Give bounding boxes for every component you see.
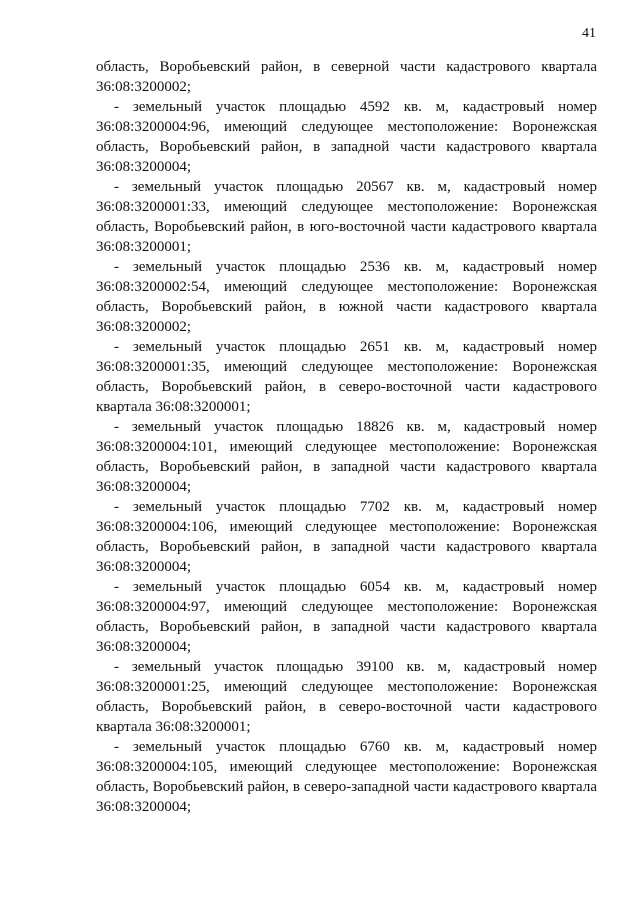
text-line: квартала 36:08:3200001;: [96, 719, 251, 735]
text-line: 36:08:3200002:54, имеющий следующее местоположение: Воронежская: [96, 279, 597, 295]
text-line: 36:08:3200004:105, имеющий следующее местоположение: Воронежская: [96, 759, 597, 775]
text-line: 36:08:3200004:97, имеющий следующее местоположение: Воронежская: [96, 599, 597, 615]
document-body: [96, 57, 597, 817]
text-line: область, Воробьевский район, в северо-восточной части кадастрового: [96, 379, 597, 395]
list-item-start-line: - земельный участок площадью 6760 кв. м, кадастровый номер: [114, 739, 597, 755]
text-line: 36:08:3200004;: [96, 159, 192, 175]
text-line: 36:08:3200001:35, имеющий следующее местоположение: Воронежская: [96, 359, 597, 375]
list-item-start-line: - земельный участок площадью 39100 кв. м, кадастровый номер: [114, 659, 597, 675]
page-number: 41: [582, 26, 596, 41]
text-line: 36:08:3200001;: [96, 239, 192, 255]
list-item-start-line: - земельный участок площадью 4592 кв. м, кадастровый номер: [114, 99, 597, 115]
list-item-start-line: - земельный участок площадью 6054 кв. м, кадастровый номер: [114, 579, 597, 595]
text-line: область, Воробьевский район, в северо-западной части кадастрового квартала: [96, 779, 597, 795]
text-line: 36:08:3200001:25, имеющий следующее местоположение: Воронежская: [96, 679, 597, 695]
text-line: область, Воробьевский район, в западной части кадастрового квартала: [96, 619, 597, 635]
text-line: 36:08:3200004;: [96, 639, 192, 655]
text-line: 36:08:3200004;: [96, 799, 192, 815]
list-item-start-line: - земельный участок площадью 2536 кв. м, кадастровый номер: [114, 259, 597, 275]
text-line: 36:08:3200004:96, имеющий следующее местоположение: Воронежская: [96, 119, 597, 135]
text-line: область, Воробьевский район, в северной части кадастрового квартала: [96, 59, 597, 75]
text-line: 36:08:3200004;: [96, 559, 192, 575]
text-line: область, Воробьевский район, в юго-восточной части кадастрового квартала: [96, 219, 597, 235]
text-line: 36:08:3200002;: [96, 319, 192, 335]
text-line: область, Воробьевский район, в северо-восточной части кадастрового: [96, 699, 597, 715]
list-item-start-line: - земельный участок площадью 2651 кв. м, кадастровый номер: [114, 339, 597, 355]
text-line: квартала 36:08:3200001;: [96, 399, 251, 415]
text-line: 36:08:3200004:101, имеющий следующее местоположение: Воронежская: [96, 439, 597, 455]
text-line: 36:08:3200002;: [96, 79, 192, 95]
text-line: 36:08:3200004;: [96, 479, 192, 495]
text-line: область, Воробьевский район, в западной части кадастрового квартала: [96, 459, 597, 475]
text-line: область, Воробьевский район, в западной части кадастрового квартала: [96, 139, 597, 155]
list-item-start-line: - земельный участок площадью 7702 кв. м, кадастровый номер: [114, 499, 597, 515]
list-item-start-line: - земельный участок площадью 20567 кв. м, кадастровый номер: [114, 179, 597, 195]
text-line: 36:08:3200004:106, имеющий следующее местоположение: Воронежская: [96, 519, 597, 535]
text-line: область, Воробьевский район, в западной части кадастрового квартала: [96, 539, 597, 555]
list-item-start-line: - земельный участок площадью 18826 кв. м, кадастровый номер: [114, 419, 597, 435]
text-line: 36:08:3200001:33, имеющий следующее местоположение: Воронежская: [96, 199, 597, 215]
text-line: область, Воробьевский район, в южной части кадастрового квартала: [96, 299, 597, 315]
